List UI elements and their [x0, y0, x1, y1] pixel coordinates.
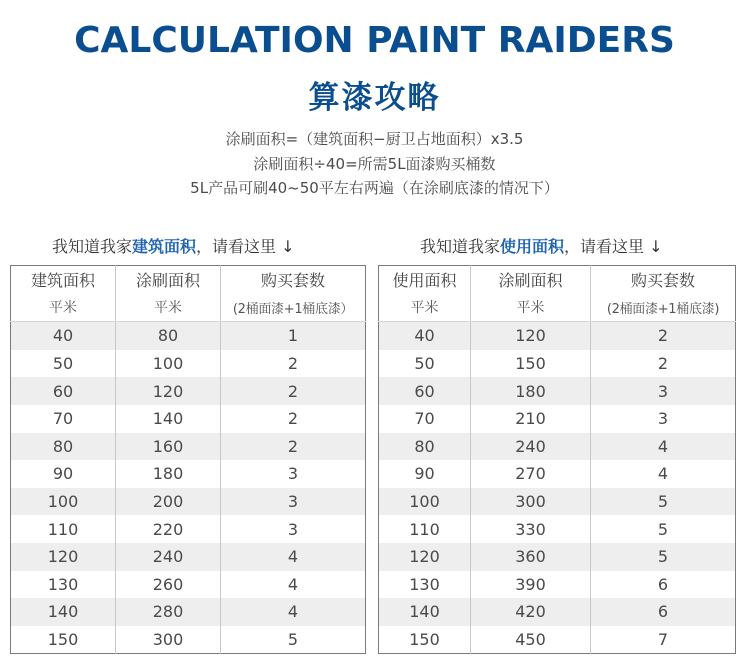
table-cell: 300 — [116, 626, 221, 654]
table-cell: 110 — [379, 515, 471, 543]
table-cell: 450 — [471, 626, 591, 654]
caption-suffix: ，请看这里 ↓ — [196, 237, 295, 256]
caption-prefix: 我知道我家 — [52, 237, 133, 256]
table-row — [379, 543, 736, 571]
table-cell: 240 — [471, 433, 591, 461]
building-area-table — [10, 265, 366, 654]
table-cell: 60 — [11, 377, 116, 405]
table-cell: 4 — [221, 598, 366, 626]
unit-label: 平米 — [379, 294, 471, 322]
caption-suffix: ，请看这里 ↓ — [564, 237, 663, 256]
table-cell: 40 — [379, 322, 471, 350]
table-cell: 5 — [591, 488, 736, 516]
table-cell: 160 — [116, 433, 221, 461]
usable-area-table — [378, 265, 736, 654]
table-row — [379, 488, 736, 516]
page-title-en: CALCULATION PAINT RAIDERS — [74, 20, 675, 61]
table-cell: 120 — [379, 543, 471, 571]
table-row — [11, 460, 366, 488]
table-row — [379, 571, 736, 599]
table-cell: 150 — [471, 350, 591, 378]
table-header-row — [379, 266, 736, 294]
column-header: 涂刷面积 — [116, 266, 221, 294]
table-cell: 140 — [11, 598, 116, 626]
table-cell: 3 — [591, 405, 736, 433]
unit-label: 平米 — [471, 294, 591, 322]
table-cell: 100 — [379, 488, 471, 516]
table-cell: 220 — [116, 515, 221, 543]
table-cell: 2 — [221, 350, 366, 378]
table-cell: 5 — [591, 543, 736, 571]
table-cell: 2 — [221, 405, 366, 433]
table-cell: 5 — [591, 515, 736, 543]
right-table-body — [379, 266, 736, 654]
caption-prefix: 我知道我家 — [420, 237, 501, 256]
unit-label: 平米 — [11, 294, 116, 322]
table-row — [11, 405, 366, 433]
table-cell: 80 — [116, 322, 221, 350]
caption-highlight: 使用面积 — [500, 237, 565, 256]
table-cell: 6 — [591, 571, 736, 599]
table-cell: 3 — [591, 377, 736, 405]
table-row — [379, 350, 736, 378]
table-row — [11, 626, 366, 654]
table-cell: 280 — [116, 598, 221, 626]
table-cell: 50 — [379, 350, 471, 378]
table-cell: 390 — [471, 571, 591, 599]
formula-line-2: 涂刷面积÷40=所需5L面漆购买桶数 — [253, 155, 496, 173]
table-cell: 50 — [11, 350, 116, 378]
table-row — [379, 405, 736, 433]
table-cell: 4 — [221, 543, 366, 571]
table-cell: 150 — [379, 626, 471, 654]
table-cell: 4 — [591, 460, 736, 488]
unit-label: 平米 — [116, 294, 221, 322]
table-cell: 80 — [379, 433, 471, 461]
table-cell: 140 — [379, 598, 471, 626]
table-cell: 120 — [11, 543, 116, 571]
table-cell: 210 — [471, 405, 591, 433]
table-cell: 130 — [379, 571, 471, 599]
table-cell: 4 — [221, 571, 366, 599]
table-cell: 2 — [591, 350, 736, 378]
table-cell: 3 — [221, 460, 366, 488]
unit-label: (2桶面漆+1桶底漆) — [591, 294, 736, 322]
table-row — [11, 515, 366, 543]
table-cell: 90 — [11, 460, 116, 488]
table-cell: 300 — [471, 488, 591, 516]
table-cell: 80 — [11, 433, 116, 461]
table-cell: 4 — [591, 433, 736, 461]
table-cell: 270 — [471, 460, 591, 488]
table-cell: 420 — [471, 598, 591, 626]
table-cell: 6 — [591, 598, 736, 626]
table-cell: 60 — [379, 377, 471, 405]
table-cell: 130 — [11, 571, 116, 599]
formula-line-3: 5L产品可刷40~50平左右两遍（在涂刷底漆的情况下） — [190, 179, 559, 197]
table-cell: 2 — [221, 377, 366, 405]
table-cell: 3 — [221, 515, 366, 543]
table-cell: 330 — [471, 515, 591, 543]
table-row — [379, 626, 736, 654]
table-cell: 7 — [591, 626, 736, 654]
table-cell: 1 — [221, 322, 366, 350]
page-title-cn: 算漆攻略 — [308, 80, 441, 116]
table-row — [11, 571, 366, 599]
table-cell: 40 — [11, 322, 116, 350]
unit-label: (2桶面漆+1桶底漆） — [221, 294, 366, 322]
table-cell: 2 — [591, 322, 736, 350]
column-header: 购买套数 — [591, 266, 736, 294]
table-row — [11, 350, 366, 378]
table-cell: 100 — [11, 488, 116, 516]
table-cell: 150 — [11, 626, 116, 654]
table-unit-row — [11, 294, 366, 322]
table-row — [379, 322, 736, 350]
table-cell: 240 — [116, 543, 221, 571]
table-row — [379, 433, 736, 461]
table-unit-row — [379, 294, 736, 322]
right-table-caption — [420, 234, 663, 257]
table-row — [11, 433, 366, 461]
table-cell: 120 — [116, 377, 221, 405]
table-cell: 120 — [471, 322, 591, 350]
table-row — [11, 322, 366, 350]
left-table-body — [11, 266, 366, 654]
table-cell: 260 — [116, 571, 221, 599]
table-cell: 180 — [471, 377, 591, 405]
table-cell: 70 — [379, 405, 471, 433]
column-header: 购买套数 — [221, 266, 366, 294]
table-cell: 90 — [379, 460, 471, 488]
table-cell: 2 — [221, 433, 366, 461]
formula-line-1: 涂刷面积=（建筑面积−厨卫占地面积）x3.5 — [225, 130, 524, 148]
table-header-row — [11, 266, 366, 294]
table-cell: 140 — [116, 405, 221, 433]
table-row — [379, 598, 736, 626]
table-row — [379, 460, 736, 488]
column-header: 建筑面积 — [11, 266, 116, 294]
table-cell: 100 — [116, 350, 221, 378]
table-cell: 200 — [116, 488, 221, 516]
table-row — [11, 598, 366, 626]
column-header: 使用面积 — [379, 266, 471, 294]
caption-highlight: 建筑面积 — [132, 237, 197, 256]
table-row — [11, 543, 366, 571]
table-row — [11, 488, 366, 516]
table-row — [379, 515, 736, 543]
table-cell: 360 — [471, 543, 591, 571]
table-cell: 5 — [221, 626, 366, 654]
left-table-caption — [52, 234, 295, 257]
table-row — [379, 377, 736, 405]
table-cell: 180 — [116, 460, 221, 488]
table-cell: 70 — [11, 405, 116, 433]
table-row — [11, 377, 366, 405]
column-header: 涂刷面积 — [471, 266, 591, 294]
table-cell: 110 — [11, 515, 116, 543]
table-cell: 3 — [221, 488, 366, 516]
